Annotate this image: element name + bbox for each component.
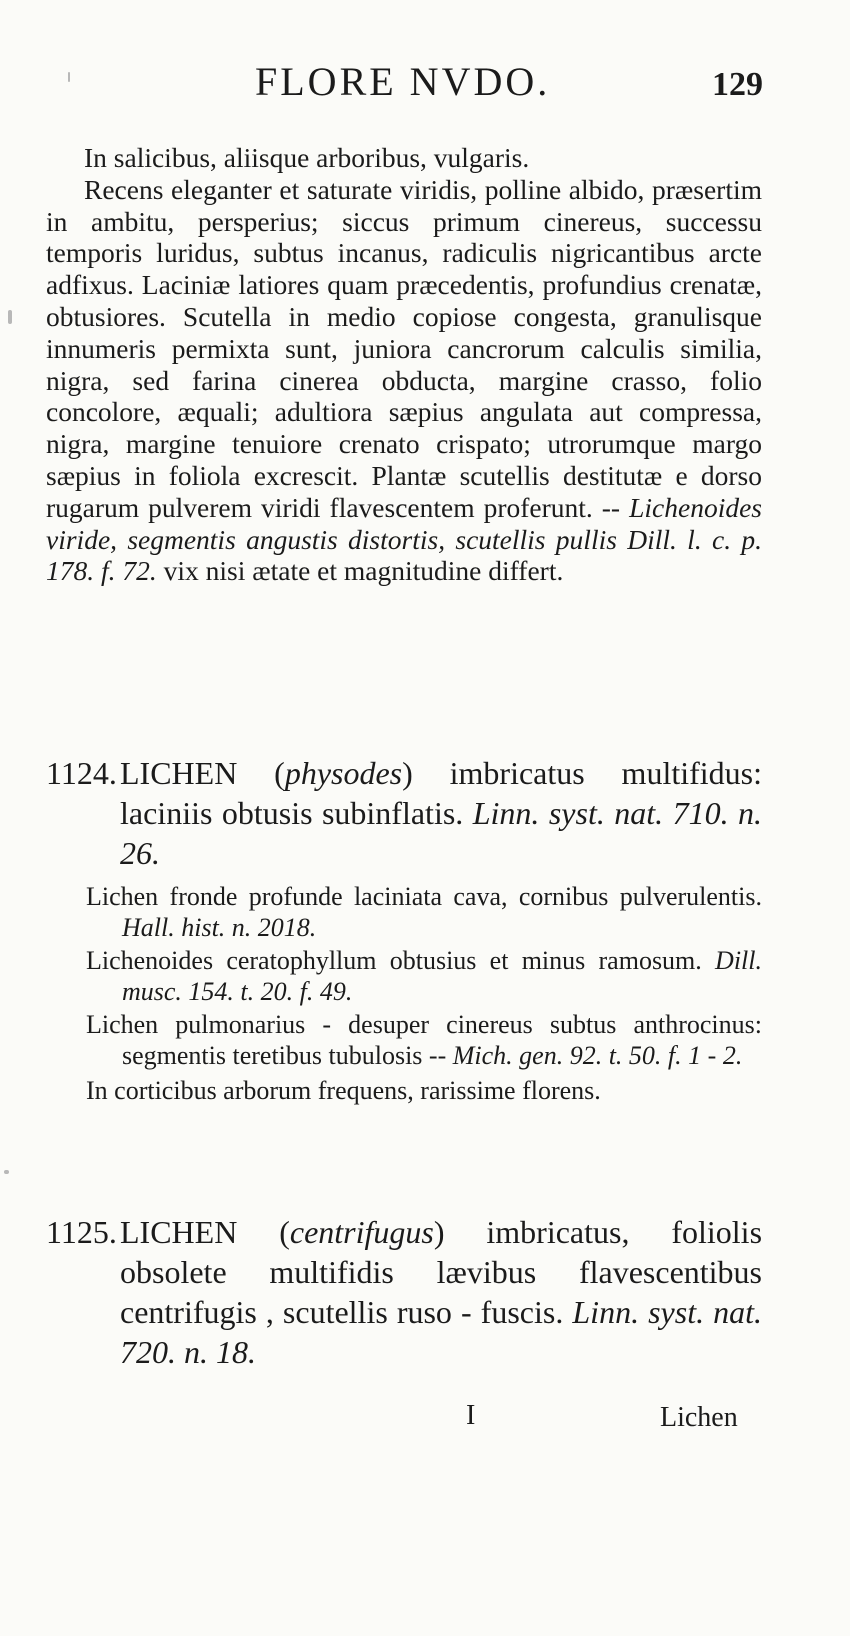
species-open-paren: ( bbox=[279, 1214, 290, 1250]
entry-heading bbox=[46, 1212, 762, 1372]
species-close-paren: ) bbox=[402, 755, 413, 791]
signature-mark: I bbox=[466, 1400, 476, 1431]
page-header bbox=[0, 58, 850, 108]
catchword: Lichen bbox=[660, 1402, 738, 1433]
synonym: Lichen pulmonarius - desuper cinereus subtus anthrocinus: segmentis teretibus tubulosis -- Mich. gen. 92. t. 50. f. 1 - 2. bbox=[86, 1010, 762, 1070]
page-footer bbox=[0, 1400, 850, 1440]
page-number: 129 bbox=[712, 66, 763, 103]
species-name: physodes bbox=[284, 755, 403, 791]
synonym: Lichen fronde profunde laciniata cava, cornibus pulverulentis. Hall. hist. n. 2018. bbox=[86, 882, 762, 942]
description-paragraph bbox=[46, 174, 762, 587]
synonym-list bbox=[46, 881, 762, 1071]
genus-name: LICHEN bbox=[120, 1214, 238, 1250]
description-citation: Lichenoides viride, segmentis angustis distortis, scutellis pullis Dill. l. c. p. 178. f. 72. bbox=[46, 491, 763, 587]
species-close-paren: ) bbox=[433, 1214, 445, 1250]
synonym-reference: Hall. hist. n. 2018. bbox=[122, 913, 317, 942]
entry-heading bbox=[46, 753, 762, 873]
margin-speck bbox=[68, 72, 70, 82]
margin-speck bbox=[8, 310, 12, 324]
habitat-line: In salicibus, aliisque arboribus, vulgaris. Recens eleganter et saturate viridis, polline albido, præsertim in ambitu, persperius; siccus primum cinereus, successu temporis luridus, subtus incanus, radiculis nigricantibus arcte adfixus. Laciniæ latiores quam præcedentis, profundius crenatæ, obtusiores. Scutella in medio copiose congesta, granulisque innumeris permixta sunt, juniora cancrorum calculis similia, nigra, sed farina cinerea obducta, margine crasso, folio concolore, æquali; adultiora sæpius angulata aut compressa, nigra, margine tenuiore crenato crispato; utrorumque margo sæpius in foliola excrescit. Plantæ scutellis destitutæ e dorso rugarum pulverem viridi flavescentem proferunt. -- Lichenoides viride, segmentis angustis distortis, scutellis pullis Dill. l. c. p. 178. f. 72. vix nisi ætate et magnitudine differt. bbox=[46, 142, 763, 587]
synonym: Lichenoides ceratophyllum obtusius et minus ramosum. Dill. musc. 154. t. 20. f. 49. bbox=[86, 946, 762, 1006]
species-open-paren: ( bbox=[274, 755, 285, 791]
diagnosis: imbricatus, foliolis obsolete multifidis lævibus flavescentibus centrifugis , scutellis ruso - fuscis. bbox=[120, 1214, 763, 1330]
species-entry-1124 bbox=[46, 753, 762, 1107]
synonym-reference: Dill. musc. 154. t. 20. f. 49. bbox=[122, 946, 762, 1006]
synonym-reference: Mich. gen. 92. t. 50. f. 1 - 2. bbox=[452, 1041, 743, 1070]
linnaeus-reference: Linn. syst. nat. 710. n. 26. bbox=[120, 795, 763, 871]
linnaeus-reference: Linn. syst. nat. 720. n. 18. bbox=[120, 1294, 763, 1370]
entry-number: 1125. bbox=[46, 1214, 117, 1250]
species-entry-1125 bbox=[46, 1212, 762, 1372]
entry-number: 1124. bbox=[46, 755, 117, 791]
description-tail: vix nisi ætate et magnitudine differt. bbox=[163, 555, 564, 587]
species-name: centrifugus bbox=[289, 1214, 434, 1250]
description-text: Recens eleganter et saturate viridis, polline albido, præsertim in ambitu, persperius; siccus primum cinereus, successu temporis luridus, subtus incanus, radiculis nigricantibus arcte adfixus. Laciniæ latiores quam præcedentis, profundius crenatæ, obtusiores. Scutella in medio copiose congesta, granulisque innumeris permixta sunt, juniora cancrorum calculis similia, nigra, sed farina cinerea obducta, margine crasso, folio concolore, æquali; adultiora sæpius angulata aut compressa, nigra, margine tenuiore crenato crispato; utrorumque margo sæpius in foliola excrescit. Plantæ scutellis destitutæ e dorso rugarum pulverem viridi flavescentem proferunt. -- bbox=[46, 173, 762, 523]
genus-name: LICHEN bbox=[120, 755, 238, 791]
entry-habitat: In corticibus arborum frequens, rarissime florens. bbox=[86, 1076, 601, 1105]
diagnosis: imbricatus multifidus: laciniis obtusis subinflatis. bbox=[120, 755, 762, 831]
margin-speck bbox=[4, 1170, 9, 1174]
running-title: FLORE NVDO. bbox=[255, 59, 551, 104]
